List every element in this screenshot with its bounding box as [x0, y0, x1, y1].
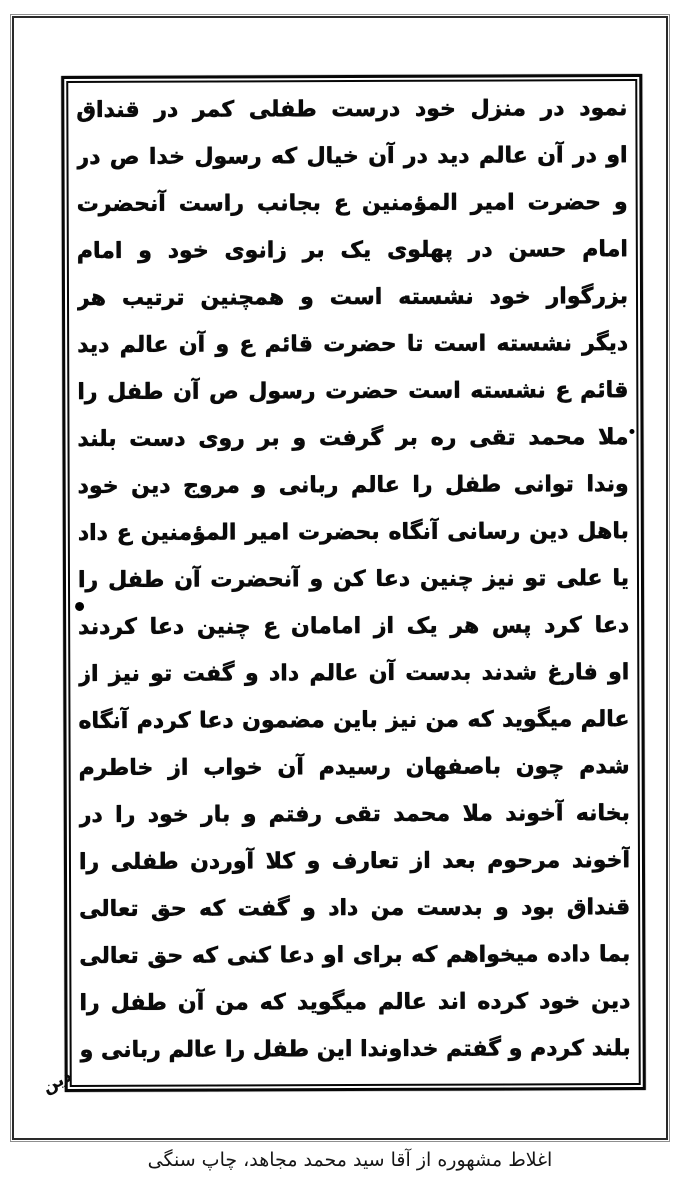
- manuscript-line: او فارغ شدند بدست آن عالم داد و گفت تو نیز از: [78, 660, 630, 687]
- manuscript-line: قائم ع نشسته است حضرت رسول ص آن طفل را: [77, 378, 629, 405]
- manuscript-line: و حضرت امیر المؤمنین ع بجانب راست آنحضرت: [76, 190, 628, 217]
- manuscript-line: یا علی تو نیز چنین دعا کن و آنحضرت آن طفل را: [77, 566, 630, 593]
- manuscript-line: قنداق بود و بدست من داد و گفت که حق تعالی: [79, 895, 631, 922]
- manuscript-line: دعا کرد پس هر یک از امامان ع چنین دعا کردند: [78, 613, 630, 640]
- manuscript-line: او در آن عالم دید در آن خیال که رسول خدا ص در: [76, 143, 628, 170]
- manuscript-line: آخوند مرحوم بعد از تعارف و کلا آوردن طفلی را: [78, 848, 631, 875]
- manuscript-line: عالم میگوید که من نیز باین مضمون دعا کردم آنگاه: [78, 707, 630, 734]
- manuscript-line: بما داده میخواهم که برای او دعا کنی که حق تعالی: [79, 942, 631, 969]
- manuscript-line: باهل دین رسانی آنگاه بحضرت امیر المؤمنین ع داد: [77, 519, 629, 546]
- manuscript-frame: [61, 74, 646, 1092]
- manuscript-line: امام حسن در پهلوی یک بر زانوی خود و امام: [76, 237, 628, 264]
- manuscript-line: ملا محمد تقی ره بر گرفت و بر روی دست بلند: [77, 425, 629, 452]
- manuscript-line: بلند کردم و گفتم خداوندا این طفل را عالم ربانی و: [79, 1036, 631, 1063]
- manuscript-line: وندا توانی طفل را عالم ربانی و مروج دین خود: [77, 472, 629, 499]
- manuscript-line: دیگر نشسته است تا حضرت قائم ع و آن عالم دید: [77, 331, 629, 358]
- manuscript-line: نمود در منزل خود درست طفلی کمر در قنداق: [76, 96, 628, 123]
- manuscript-line: شدم چون باصفهان رسیدم آن خواب از خاطرم: [78, 754, 630, 781]
- manuscript-line: بخانه آخوند ملا محمد تقی رفتم و بار خود را در: [78, 801, 630, 828]
- catchword: دین: [39, 1066, 76, 1098]
- manuscript-line: بزرگوار خود نشسته است و همچنین ترتیب هر: [76, 284, 629, 311]
- ink-blot: [629, 429, 634, 434]
- manuscript-text-block: [76, 85, 630, 1081]
- caption: اغلاط مشهوره از آقا سید محمد مجاهد، چاپ سنگی: [147, 1149, 553, 1171]
- manuscript-line: دین خود کرده اند عالم میگوید که من آن طفل را: [79, 989, 631, 1016]
